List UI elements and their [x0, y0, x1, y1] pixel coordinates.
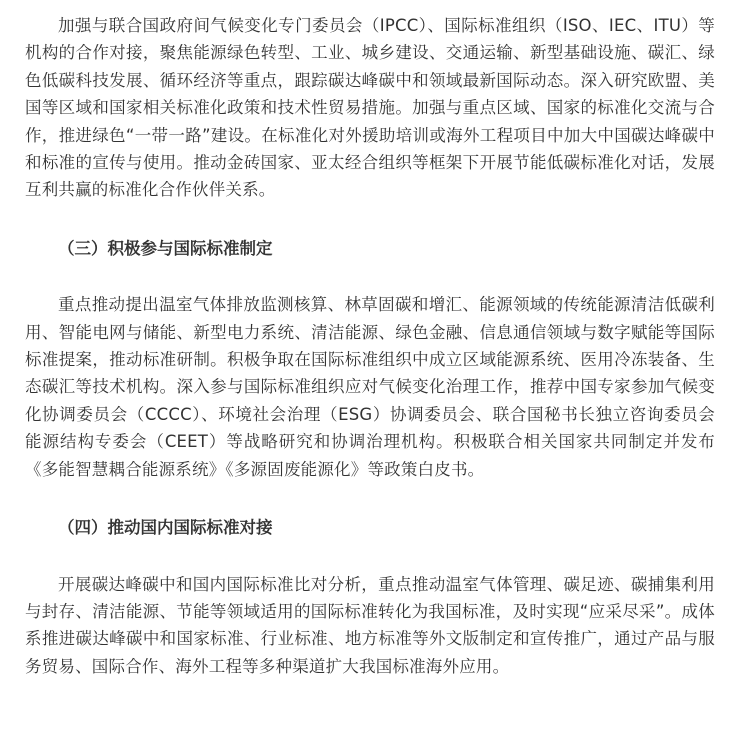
- spacer: [25, 483, 715, 514]
- paragraph-international-cooperation: 加强与联合国政府间气候变化专门委员会（IPCC）、国际标准组织（ISO、IEC、ITU）等机构的合作对接，聚焦能源绿色转型、工业、城乡建设、交通运输、新型基础设施、碳汇、绿色低碳科技发展、循环经济等重点，跟踪碳达峰碳中和领域最新国际动态。深入研究欧盟、美国等区域和国家相关标准化政策和技术性贸易措施。加强与重点区域、国家的标准化交流与合作，推进绿色“一带一路”建设。在标准化对外援助培训或海外工程项目中加大中国碳达峰碳中和标准的宣传与使用。推动金砖国家、亚太经合组织等框架下开展节能低碳标准化对话，发展互利共赢的标准化合作伙伴关系。: [25, 16, 715, 200]
- section-heading-3: （三）积极参与国际标准制定: [58, 238, 273, 258]
- paragraph-domestic-international-alignment: 开展碳达峰碳中和国内国际标准比对分析，重点推动温室气体管理、碳足迹、碳捕集利用与封存、清洁能源、节能等领域适用的国际标准转化为我国标准，及时实现“应采尽采”。成体系推进碳达峰碳中和国家标准、行业标准、地方标准等外文版制定和宣传推广，通过产品与服务贸易、国际合作、海外工程等多种渠道扩大我国标准海外应用。: [25, 574, 715, 676]
- section-heading-4: （四）推动国内国际标准对接: [58, 518, 273, 538]
- spacer: [25, 262, 715, 291]
- spacer: [25, 204, 715, 235]
- spacer: [25, 542, 715, 571]
- paragraph-international-standards: 重点推动提出温室气体排放监测核算、林草固碳和增汇、能源领域的传统能源清洁低碳利用、智能电网与储能、新型电力系统、清洁能源、绿色金融、信息通信领域与数字赋能等国际标准提案，推动标准研制。积极争取在国际标准组织中成立区域能源系统、医用冷冻装备、生态碳汇等技术机构。深入参与国际标准组织应对气候变化治理工作，推荐中国专家参加气候变化协调委员会（CCCC）、环境社会治理（ESG）协调委员会、联合国秘书长独立咨询委员会能源结构专委会（CEET）等战略研究和协调治理机构。积极联合相关国家共同制定并发布《多能智慧耦合能源系统》《多源固废能源化》等政策白皮书。: [25, 295, 715, 479]
